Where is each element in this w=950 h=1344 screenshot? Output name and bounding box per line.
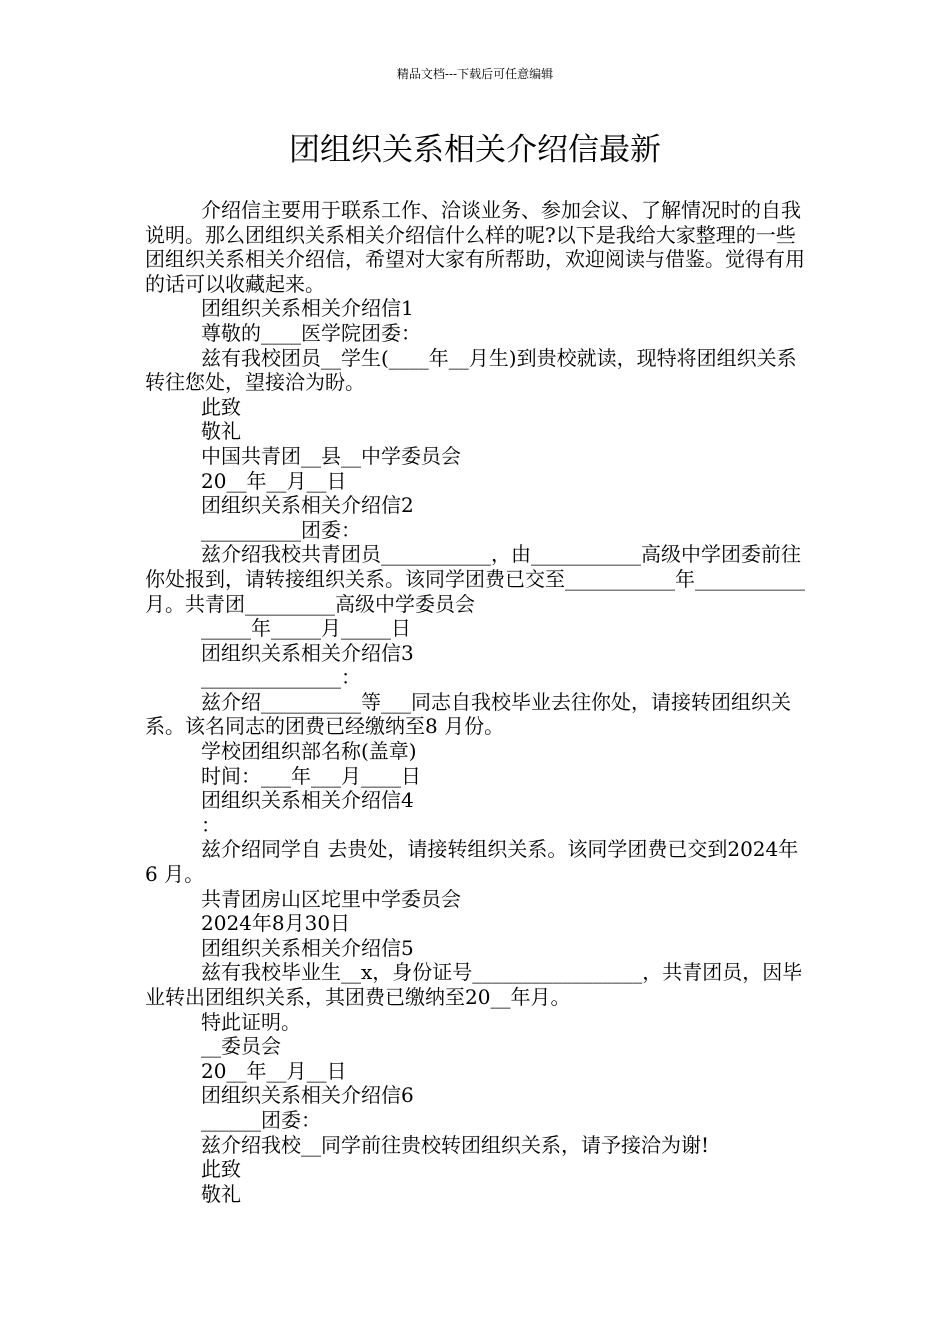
letter-1-closing-1: 此致 — [201, 394, 241, 419]
letter-5-heading: 团组织关系相关介绍信5 — [201, 935, 414, 960]
letter-5-body: 兹有我校毕业生__x，身份证号_________________，共青团员，因毕业转出团组织关系，其团费已缴纳至20__年月。 — [145, 960, 803, 1009]
letter-6-body: 兹介绍我校__同学前往贵校转团组织关系，请予接洽为谢! — [201, 1132, 710, 1157]
letter-5-signature: __委员会 — [201, 1034, 281, 1059]
letter-2-addressee: __________团委： — [201, 517, 361, 542]
letter-1-body: 兹有我校团员__学生(____年__月生)到贵校就读，现特将团组织关系转往您处，望接洽为盼。 — [145, 345, 797, 395]
letter-4-signature: 共青团房山区坨里中学委员会 — [201, 886, 461, 911]
letter-4-heading: 团组织关系相关介绍信4 — [201, 788, 414, 813]
letter-3-signature: 学校团组织部名称(盖章) — [201, 739, 417, 764]
letter-1-signature: 中国共青团__县__中学委员会 — [201, 443, 461, 468]
letter-2-date: _____年_____月_____日 — [201, 616, 411, 641]
letter-3-heading: 团组织关系相关介绍信3 — [201, 640, 414, 665]
letter-3-body: 兹介绍__________等___同志自我校毕业去往你处，请接转团组织关系。该名同志的团费已经缴纳至8 月份。 — [145, 689, 791, 739]
page-header-note: 精品文档---下载后可任意编辑 — [396, 67, 554, 81]
letter-5-closing: 特此证明。 — [201, 1009, 301, 1034]
letter-6-addressee: ______团委： — [201, 1107, 321, 1132]
letter-6-closing-2: 敬礼 — [201, 1181, 241, 1206]
letter-3-date: 时间：___年___月____日 — [201, 763, 421, 788]
letter-2-heading: 团组织关系相关介绍信2 — [201, 493, 414, 518]
letter-6-heading: 团组织关系相关介绍信6 — [201, 1083, 414, 1108]
letter-5-date: 20__年__月__日 — [201, 1058, 347, 1083]
document-title: 团组织关系相关介绍信最新 — [289, 132, 661, 168]
letter-6-closing-1: 此致 — [201, 1157, 241, 1182]
letter-4-body: 兹介绍同学自 去贵处，请接转组织关系。该同学团费已交到2024年 6 月。 — [145, 837, 805, 887]
letter-4-addressee: ： — [201, 812, 221, 837]
letter-1-date: 20__年__月__日 — [201, 468, 347, 493]
letter-4-date: 2024年8月30日 — [201, 911, 351, 936]
letter-3-addressee: ______________： — [201, 665, 361, 690]
document-body — [145, 198, 810, 1206]
letter-1-closing-2: 敬礼 — [201, 419, 241, 444]
letter-1-heading: 团组织关系相关介绍信1 — [201, 296, 414, 321]
letter-2-body: 兹介绍我校共青团员___________，由___________高级中学团委前往你处报到，请转接组织关系。该同学团费已交至___________年___________月。共青团_________高级中学委员会 — [145, 542, 805, 616]
letter-1-addressee: 尊敬的____医学院团委： — [201, 320, 421, 345]
intro-paragraph: 介绍信主要用于联系工作、洽谈业务、参加会议、了解情况时的自我说明。那么团组织关系相关介绍信什么样的呢?以下是我给大家整理的一些团组织关系相关介绍信，希望对大家有所帮助，欢迎阅读与借鉴。觉得有用的话可以收藏起来。 — [145, 198, 805, 296]
